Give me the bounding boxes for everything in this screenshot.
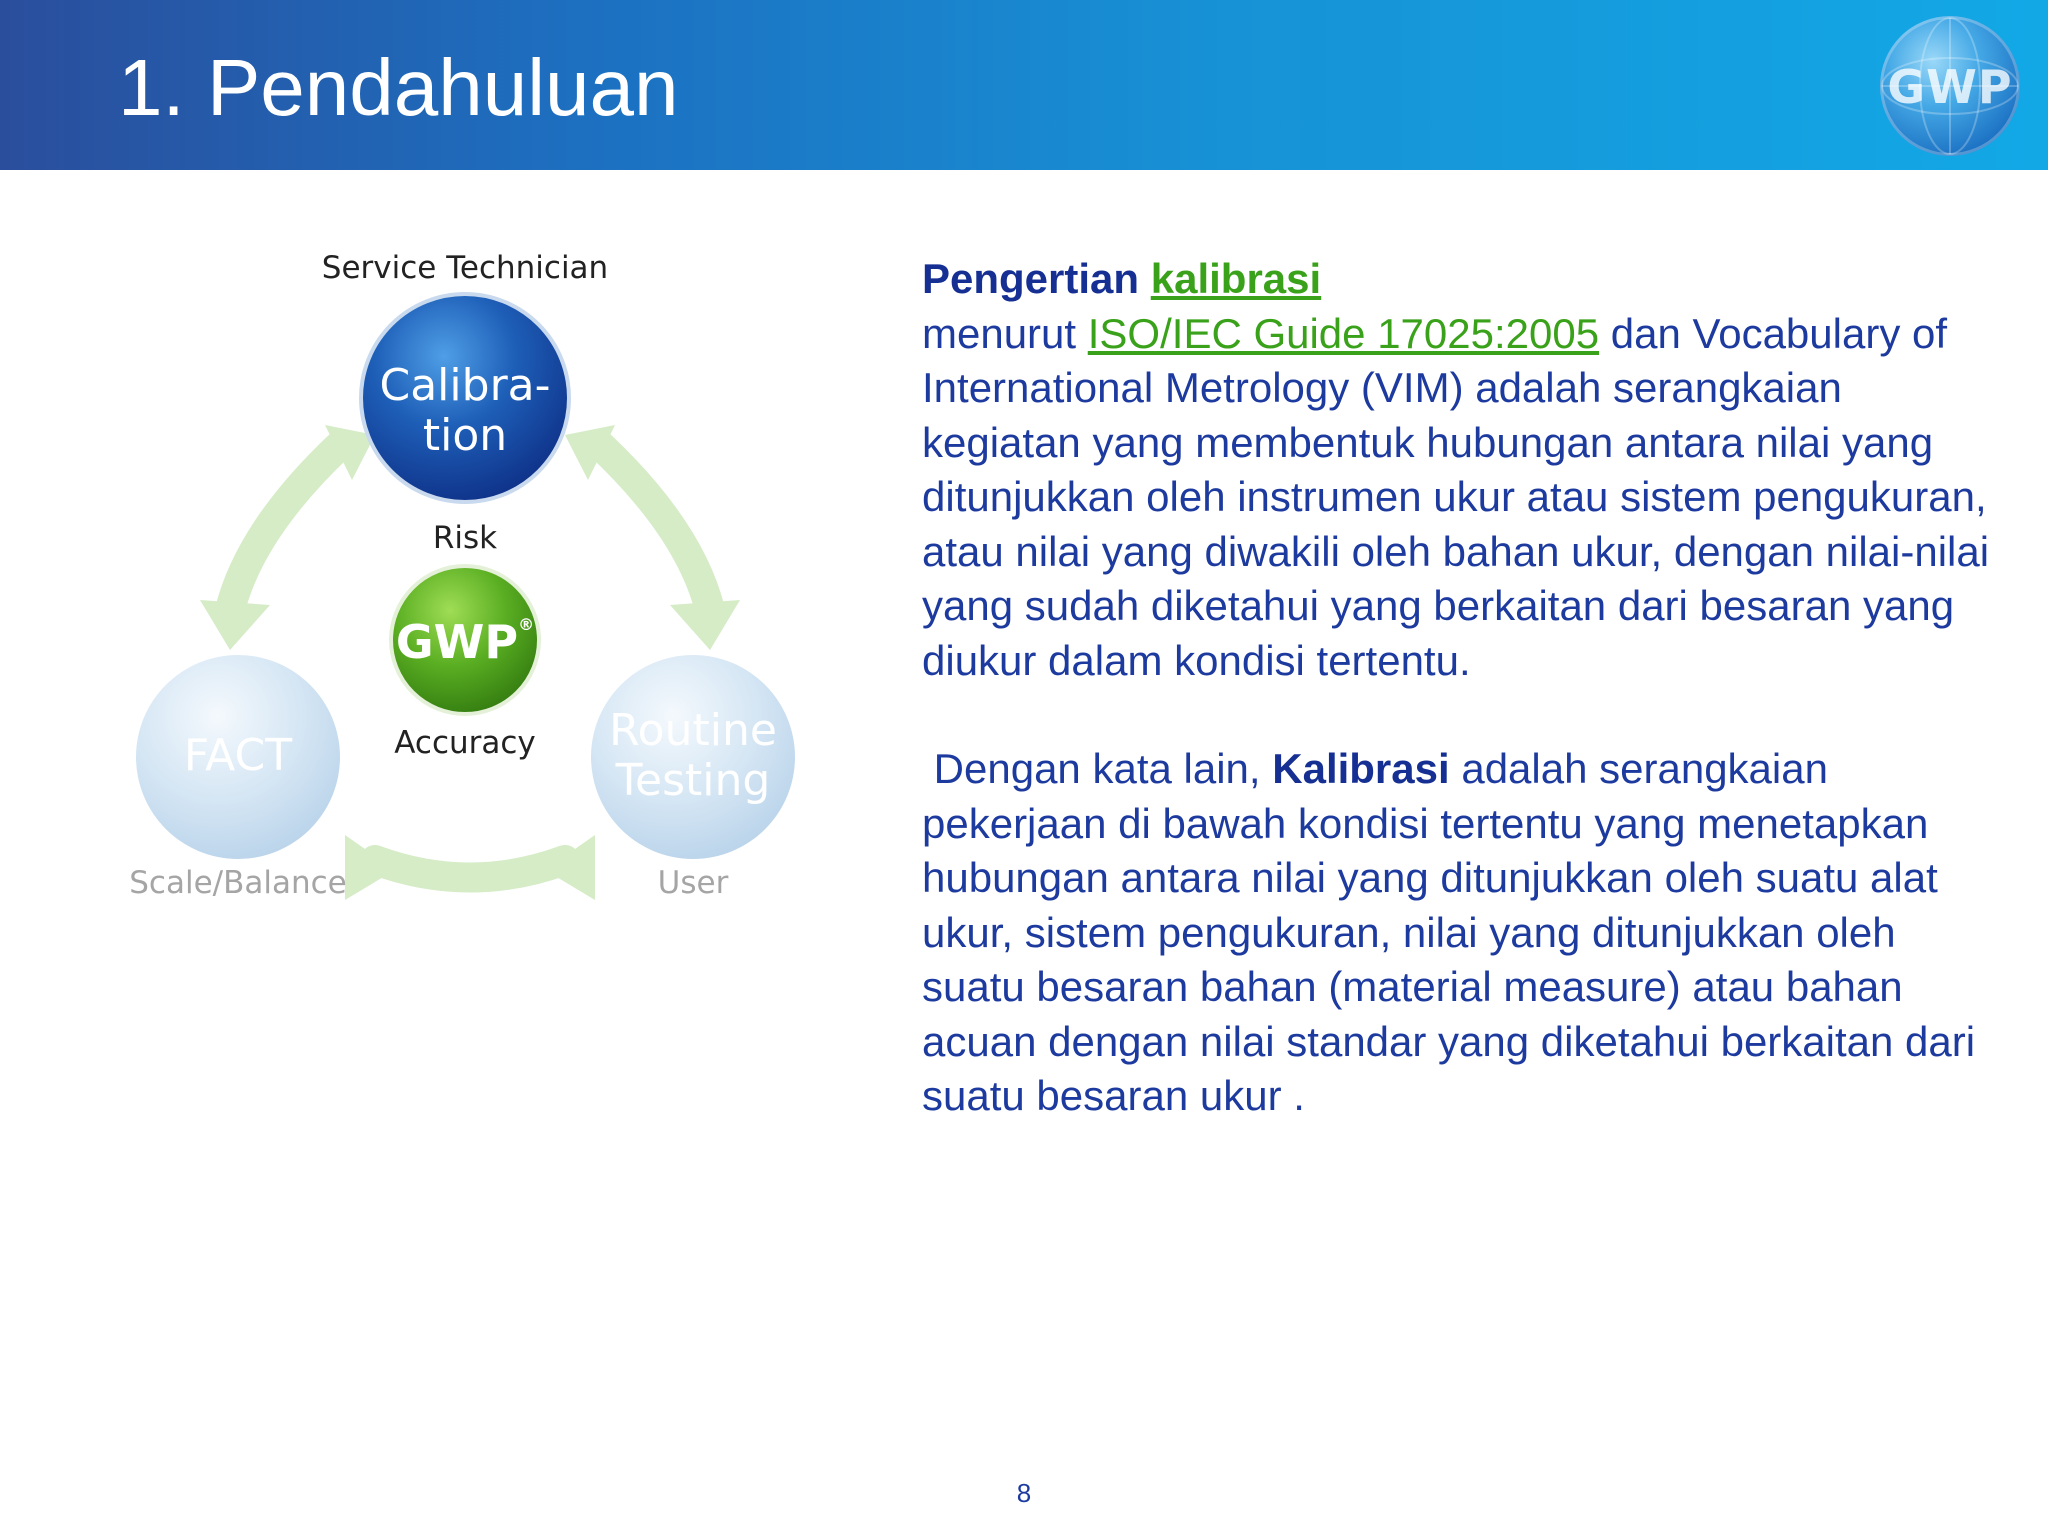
gwp-center-text: GWP — [395, 615, 519, 669]
gwp-globe-logo — [1880, 16, 2020, 156]
routine-testing-label-line1: Routine — [609, 705, 777, 756]
registered-mark: ® — [518, 615, 535, 634]
kalibrasi-link[interactable]: kalibrasi — [1150, 255, 1322, 302]
service-technician-label: Service Technician — [321, 250, 609, 286]
fact-label: FACT — [183, 730, 293, 781]
p1-body: dan Vocabulary of International Metrology (VIM) adalah serangkaian kegiatan yang membentuk hubungan antara nilai yang ditunjukkan oleh instrumen ukur atau sistem pengukuran, atau nilai yang diwakili oleh bahan ukur, dengan nilai-nilai yang sudah diketahui yang berkaitan dari besaran yang diukur dalam kondisi tertentu. — [922, 309, 1990, 684]
iso-guide-link[interactable]: ISO/IEC Guide 17025:2005 — [1087, 309, 1600, 357]
page-number: 8 — [1016, 1478, 1032, 1508]
logo-text: GWP — [1887, 60, 2013, 114]
p1-intro: menurut — [922, 309, 1077, 357]
definition-paragraph-1 — [922, 307, 2002, 689]
gwp-center-label — [395, 615, 535, 669]
definition-text-block — [922, 252, 2002, 1124]
p2-body: adalah serangkaian pekerjaan di bawah kondisi tertentu yang menetapkan hubungan antara nilai yang ditunjukkan oleh suatu alat ukur, sistem pengukuran, nilai yang ditunjukkan oleh suatu besaran bahan (material measure) atau bahan acuan dengan nilai standar yang diketahui berkaitan dari suatu besaran ukur . — [922, 745, 1976, 1119]
accuracy-label: Accuracy — [394, 725, 536, 761]
user-label: User — [657, 865, 729, 901]
p2-intro: Dengan kata lain, — [933, 745, 1261, 792]
scale-balance-label: Scale/Balance — [129, 865, 347, 901]
risk-label: Risk — [432, 520, 498, 556]
gwp-cycle-diagram — [120, 230, 820, 930]
routine-testing-label-line2: Testing — [615, 755, 771, 806]
calibration-label-line2: tion — [422, 410, 508, 461]
p2-bold-term: Kalibrasi — [1272, 745, 1450, 792]
calibration-label-line1: Calibra- — [379, 360, 551, 411]
definition-paragraph-2 — [922, 742, 2002, 1124]
slide-title: 1. Pendahuluan — [118, 43, 679, 132]
slide-header — [0, 0, 2048, 170]
cycle-graphic — [120, 230, 820, 930]
heading-text: Pengertian — [922, 255, 1140, 302]
definition-heading — [922, 252, 2002, 307]
